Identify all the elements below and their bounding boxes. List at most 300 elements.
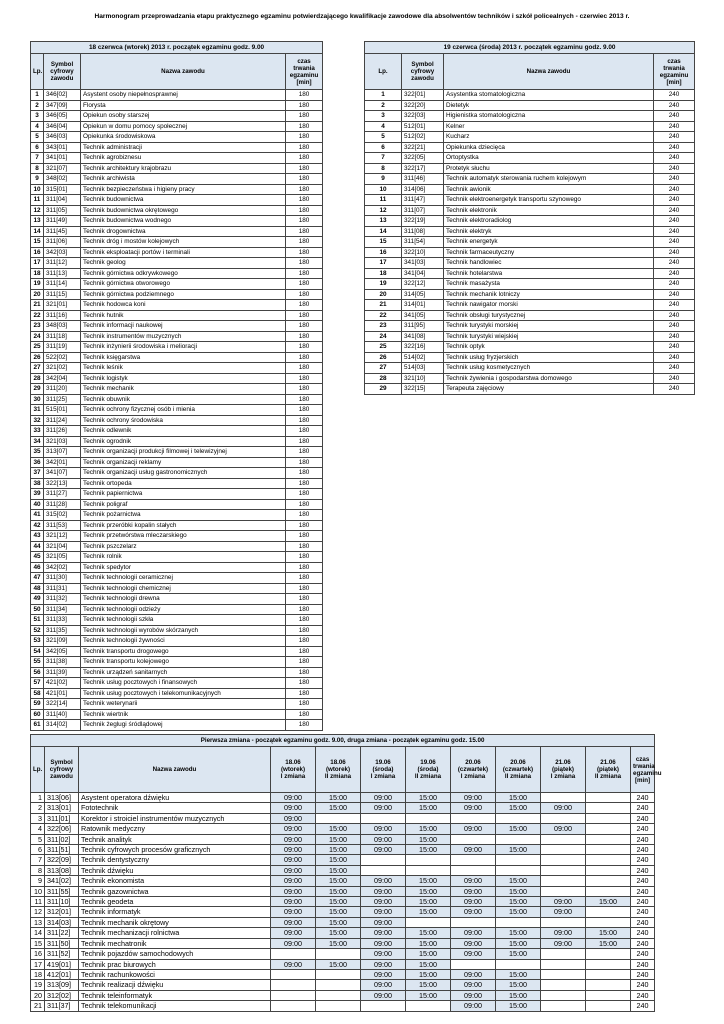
table-row [365,289,695,300]
row-slot: 09:00 [271,834,316,844]
row-lp: 4 [31,824,45,834]
row-lp: 45 [31,552,44,563]
row-name: Technik poligraf [81,499,286,510]
row-slot: 09:00 [541,938,586,948]
row-symbol: 314[03] [45,917,79,927]
row-lp: 44 [31,541,44,552]
row-slot: 15:00 [496,928,541,938]
row-name: Technik ortopeda [81,478,286,489]
row-time: 240 [631,907,655,917]
row-name: Technik nawigator morski [444,300,654,311]
row-symbol: 311[06] [44,237,81,248]
row-slot: 15:00 [496,990,541,1000]
row-time: 240 [654,121,695,132]
col-slot-line: (środa) [417,766,439,773]
table-row [31,865,655,875]
row-slot [586,803,631,813]
table-row [31,980,655,990]
row-lp: 7 [31,153,44,164]
row-slot [361,865,406,875]
day2-caption: 19 czerwca (środa) 2013 r. początek egzaminu godz. 9.00 [365,42,695,54]
row-name: Technik drogownictwa [81,226,286,237]
row-slot: 09:00 [271,917,316,927]
row-symbol: 311[24] [44,415,81,426]
col-symbol: Symbol cyfrowy zawodu [44,54,81,90]
row-slot [586,834,631,844]
row-name: Technik papiernictwa [81,489,286,500]
table-row [31,678,323,689]
row-symbol: 322[01] [402,90,444,101]
table-row [31,457,323,468]
table-row [31,163,323,174]
row-slot: 09:00 [451,803,496,813]
row-symbol: 312[01] [45,907,79,917]
row-lp: 47 [31,573,44,584]
table-row [31,646,323,657]
row-lp: 39 [31,489,44,500]
table-row [365,384,695,395]
row-lp: 43 [31,531,44,542]
row-symbol: 311[51] [45,845,79,855]
row-time: 180 [286,300,323,311]
row-symbol: 419[01] [45,959,79,969]
row-symbol: 314[01] [402,300,444,311]
row-lp: 12 [31,205,44,216]
row-lp: 15 [365,237,402,248]
row-slot [406,917,451,927]
row-time: 240 [631,813,655,823]
row-slot [316,813,361,823]
row-lp: 2 [365,100,402,111]
row-lp: 17 [31,959,45,969]
row-symbol: 348[02] [44,174,81,185]
row-slot [586,1001,631,1011]
row-slot [586,824,631,834]
row-slot [496,855,541,865]
row-symbol: 311[95] [402,321,444,332]
row-slot: 09:00 [451,897,496,907]
row-lp: 20 [365,289,402,300]
row-slot: 09:00 [451,845,496,855]
row-slot: 09:00 [451,969,496,979]
row-name: Technik organizacji reklamy [81,457,286,468]
row-lp: 15 [31,237,44,248]
row-slot: 09:00 [271,938,316,948]
row-symbol: 313[01] [45,803,79,813]
col-slot-line: (wtorek) [280,766,306,773]
row-slot [586,949,631,959]
row-slot: 15:00 [406,803,451,813]
row-name: Technik technologii ceramicznej [81,573,286,584]
table-row [31,195,323,206]
table-row [365,363,695,374]
row-name: Asystentka stomatologiczna [444,90,654,101]
row-symbol: 312[02] [45,990,79,1000]
table-row [31,394,323,405]
row-symbol: 311[38] [44,657,81,668]
row-name: Technik organizacji usług gastronomicznych [81,468,286,479]
row-time: 240 [654,174,695,185]
row-lp: 60 [31,709,44,720]
row-symbol: 311[18] [44,331,81,342]
row-name: Technik spedytor [81,562,286,573]
row-slot: 15:00 [316,855,361,865]
row-lp: 23 [31,321,44,332]
row-slot [541,990,586,1000]
row-lp: 5 [365,132,402,143]
row-time: 240 [654,310,695,321]
row-time: 180 [286,594,323,605]
table-row [31,174,323,185]
row-slot [496,959,541,969]
table-row [31,938,655,948]
row-time: 180 [286,531,323,542]
row-lp: 19 [31,980,45,990]
row-lp: 12 [31,907,45,917]
table-row [365,174,695,185]
row-lp: 1 [31,90,44,101]
table-row [31,373,323,384]
row-name: Technik mechanik okrętowy [79,917,271,927]
row-slot [316,1001,361,1011]
row-symbol: 311[34] [44,604,81,615]
row-symbol: 314[06] [402,184,444,195]
table-row [31,709,323,720]
row-slot: 09:00 [451,876,496,886]
row-symbol: 321[01] [44,300,81,311]
row-lp: 27 [365,363,402,374]
row-name: Asystent osoby niepełnosprawnej [81,90,286,101]
row-slot [541,865,586,875]
row-slot: 15:00 [406,949,451,959]
col-slot [361,747,406,793]
row-time: 240 [654,142,695,153]
row-symbol: 342[05] [44,646,81,657]
row-time: 180 [286,331,323,342]
row-lp: 16 [31,247,44,258]
table-row [365,216,695,227]
row-slot: 15:00 [496,897,541,907]
row-name: Technik awionik [444,184,654,195]
col-slot [406,747,451,793]
table-row [31,268,323,279]
row-symbol: 311[01] [45,813,79,823]
row-name: Technik przeróbki kopalin stałych [81,520,286,531]
row-name: Technik leśnik [81,363,286,374]
row-lp: 11 [31,897,45,907]
row-slot [541,845,586,855]
row-lp: 5 [31,132,44,143]
table-row [31,352,323,363]
row-lp: 9 [31,876,45,886]
row-symbol: 341[01] [44,153,81,164]
table-row [31,100,323,111]
row-symbol: 341[05] [402,310,444,321]
table-row [31,667,323,678]
row-symbol: 311[12] [44,258,81,269]
row-slot: 15:00 [406,824,451,834]
row-name: Technik budownictwa wodnego [81,216,286,227]
row-time: 180 [286,258,323,269]
row-time: 240 [654,100,695,111]
table-row [31,834,655,844]
row-time: 180 [286,184,323,195]
col-lp: Lp. [365,54,402,90]
row-slot: 15:00 [496,907,541,917]
row-time: 180 [286,216,323,227]
table-row [31,1001,655,1011]
row-slot [586,886,631,896]
row-lp: 13 [31,216,44,227]
row-name: Technik administracji [81,142,286,153]
row-time: 240 [654,342,695,353]
row-symbol: 346[02] [44,90,81,101]
table-row [31,510,323,521]
row-lp: 23 [365,321,402,332]
row-slot: 09:00 [361,949,406,959]
row-slot [586,917,631,927]
table-row [365,205,695,216]
table-row [31,216,323,227]
row-time: 240 [631,793,655,803]
col-slot-line: II zmiana [324,773,352,780]
row-lp: 32 [31,415,44,426]
row-slot: 09:00 [541,824,586,834]
row-name: Technik technologii żywności [81,636,286,647]
table-row [31,331,323,342]
row-lp: 28 [31,373,44,384]
row-name: Technik ochrony fizycznej osób i mienia [81,405,286,416]
row-lp: 37 [31,468,44,479]
row-name: Technik górnictwa otworowego [81,279,286,290]
row-time: 240 [654,289,695,300]
row-slot: 15:00 [496,845,541,855]
row-symbol: 322[13] [44,478,81,489]
row-symbol: 321[03] [44,436,81,447]
row-slot: 15:00 [586,897,631,907]
row-slot: 15:00 [496,949,541,959]
row-time: 180 [286,625,323,636]
row-slot: 09:00 [361,876,406,886]
table-row [365,237,695,248]
row-time: 240 [654,90,695,101]
row-slot: 09:00 [361,928,406,938]
row-symbol: 322[12] [402,279,444,290]
row-name: Technik ochrony środowiska [81,415,286,426]
row-slot [541,980,586,990]
day2-table [364,41,695,395]
table-row [31,499,323,510]
row-symbol: 311[27] [44,489,81,500]
row-slot: 09:00 [451,990,496,1000]
row-slot: 15:00 [496,876,541,886]
row-name: Ratownik medyczny [79,824,271,834]
row-name: Technik elektroenergetyk transportu szynowego [444,195,654,206]
table-row [365,279,695,290]
row-symbol: 343[01] [44,142,81,153]
row-time: 180 [286,226,323,237]
row-name: Technik mechanik lotniczy [444,289,654,300]
row-name: Technik masażysta [444,279,654,290]
row-symbol: 322[20] [402,100,444,111]
row-time: 240 [654,363,695,374]
table-row [365,195,695,206]
row-time: 240 [631,990,655,1000]
row-slot [406,855,451,865]
row-name: Technik elektryk [444,226,654,237]
row-lp: 9 [31,174,44,185]
row-lp: 35 [31,447,44,458]
row-name: Technik budownictwa [81,195,286,206]
row-symbol: 322[15] [402,384,444,395]
row-time: 240 [654,237,695,248]
row-name: Korektor i stroiciel instrumentów muzycznych [79,813,271,823]
row-lp: 27 [31,363,44,374]
row-name: Technik gazownictwa [79,886,271,896]
row-time: 180 [286,289,323,300]
table-row [365,132,695,143]
table-row [365,310,695,321]
row-symbol: 341[08] [402,331,444,342]
row-time: 180 [286,457,323,468]
row-lp: 7 [31,855,45,865]
row-name: Technik geolog [81,258,286,269]
row-slot [271,980,316,990]
row-name: Technik hotelarstwa [444,268,654,279]
row-symbol: 421[02] [44,678,81,689]
row-symbol: 342[02] [44,562,81,573]
row-name: Ortoptystka [444,153,654,164]
row-slot [586,959,631,969]
row-time: 240 [654,163,695,174]
table-row [31,845,655,855]
row-slot [541,969,586,979]
table-row [31,625,323,636]
row-lp: 53 [31,636,44,647]
row-lp: 8 [31,865,45,875]
row-lp: 11 [31,195,44,206]
row-time: 240 [631,917,655,927]
row-lp: 17 [31,258,44,269]
row-slot: 15:00 [406,793,451,803]
row-slot [586,855,631,865]
row-lp: 13 [31,917,45,927]
row-symbol: 341[02] [45,876,79,886]
row-time: 240 [631,980,655,990]
col-slot-line: 20.06 [510,759,526,766]
row-lp: 49 [31,594,44,605]
table-row [31,415,323,426]
row-name: Technik przetwórstwa mleczarskiego [81,531,286,542]
row-time: 240 [654,331,695,342]
row-slot [541,959,586,969]
row-slot: 15:00 [316,876,361,886]
row-lp: 3 [365,111,402,122]
row-slot: 09:00 [361,959,406,969]
row-slot: 15:00 [316,824,361,834]
row-slot [541,917,586,927]
row-time: 180 [286,636,323,647]
row-time: 180 [286,573,323,584]
table-row [31,615,323,626]
col-slot [451,747,496,793]
row-slot: 09:00 [541,803,586,813]
row-time: 180 [286,142,323,153]
row-symbol: 311[04] [44,195,81,206]
table-row [31,111,323,122]
row-slot: 09:00 [361,897,406,907]
row-symbol: 347[09] [44,100,81,111]
row-slot: 09:00 [271,907,316,917]
row-time: 180 [286,604,323,615]
table-row [31,132,323,143]
row-symbol: 314[02] [44,720,81,731]
table-row [31,300,323,311]
row-symbol: 311[22] [45,928,79,938]
row-lp: 16 [31,949,45,959]
col-slot-line: II zmiana [504,773,532,780]
row-symbol: 311[52] [45,949,79,959]
row-symbol: 342[01] [44,457,81,468]
row-lp: 29 [365,384,402,395]
row-slot: 15:00 [496,886,541,896]
row-symbol: 514[02] [402,352,444,363]
col-slot-line: I zmiana [460,773,486,780]
row-name: Technik rolnik [81,552,286,563]
col-slot-line: I zmiana [280,773,306,780]
row-symbol: 514[03] [402,363,444,374]
row-slot: 15:00 [496,793,541,803]
row-slot: 15:00 [406,938,451,948]
row-name: Technik technologii odzieży [81,604,286,615]
row-slot: 09:00 [271,845,316,855]
row-lp: 24 [31,331,44,342]
row-slot: 09:00 [451,824,496,834]
row-symbol: 311[47] [402,195,444,206]
row-time: 240 [631,834,655,844]
row-symbol: 315[01] [44,184,81,195]
row-slot: 15:00 [406,969,451,979]
row-lp: 14 [31,226,44,237]
table-row [365,300,695,311]
row-lp: 5 [31,834,45,844]
row-name: Technik weterynarii [81,699,286,710]
row-slot [406,865,451,875]
row-slot: 09:00 [271,813,316,823]
row-lp: 34 [31,436,44,447]
row-lp: 55 [31,657,44,668]
table-row [31,583,323,594]
row-name: Technik eksploatacji portów i terminali [81,247,286,258]
row-lp: 19 [31,279,44,290]
row-name: Technik informacji naukowej [81,321,286,332]
col-name: Nazwa zawodu [79,747,271,793]
table-row [31,478,323,489]
table-row [31,541,323,552]
table-row [31,247,323,258]
row-slot [541,949,586,959]
row-slot: 09:00 [451,949,496,959]
row-symbol: 311[32] [44,594,81,605]
row-symbol: 311[14] [44,279,81,290]
row-name: Technik energetyk [444,237,654,248]
table-row [31,886,655,896]
table-row [365,184,695,195]
row-name: Technik informatyk [79,907,271,917]
row-time: 240 [631,845,655,855]
table-row [365,268,695,279]
col-slot-line: II zmiana [594,773,622,780]
